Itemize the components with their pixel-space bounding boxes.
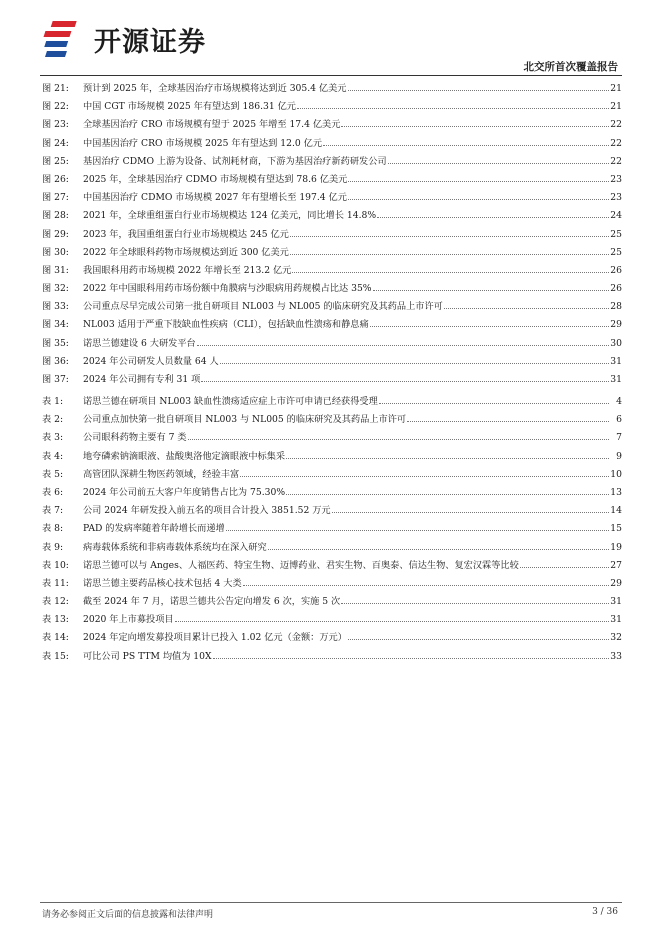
toc-entry-label: 图 29: [42,228,69,240]
toc-entry-page: 13 [610,486,622,498]
toc-entry-page: 23 [610,173,622,185]
toc-entry-label: 图 34: [42,319,69,331]
toc-entry-title: 2022 年全球眼科药物市场规模达到近 300 亿美元 [83,246,289,258]
toc-entry-page: 4 [616,396,622,407]
dot-leader [175,621,609,622]
company-logo [40,16,206,62]
footer-divider [40,902,622,903]
table-toc-entry[interactable] [42,393,622,411]
figure-toc-entry[interactable] [42,189,622,207]
toc-entry-title: 高管团队深耕生物医药领域，经验丰富 [83,468,240,480]
report-title: 北交所首次覆盖报告 [523,61,618,73]
toc-entry-title: 基因治疗 CDMO 上游为设备、试剂耗材商，下游为基因治疗新药研发公司 [83,155,387,167]
toc-entry-title: 地夸磷索钠滴眼液、盐酸奥洛他定滴眼液中标集采 [83,450,286,462]
toc-entry-label: 表 1: [42,396,64,407]
table-toc-entry[interactable] [42,539,622,557]
dot-leader [286,458,609,459]
dot-leader [201,381,609,382]
toc-entry-page: 27 [610,559,622,571]
toc-entry-label: 图 25: [42,155,69,167]
toc-entry-label: 表 4: [42,450,64,462]
toc-entry-label: 表 2: [42,414,64,426]
toc-entry-label: 图 37: [42,374,69,385]
logo-text: 开源证券 [94,26,206,58]
toc-entry-title: 截至 2024 年 7 月，诺思兰德共公告定向增发 6 次，实施 5 次 [83,596,341,608]
table-toc-entry[interactable] [42,502,622,520]
toc-entry-label: 表 7: [42,505,64,517]
toc-entry-page: 32 [610,632,622,644]
toc-entry-page: 25 [610,228,622,240]
toc-entry-label: 图 31: [42,264,69,276]
figure-list [42,80,622,389]
toc-entry-page: 24 [610,210,622,222]
toc-entry-label: 表 3: [42,432,64,444]
toc-entry-page: 22 [610,119,622,131]
table-toc-entry[interactable] [42,593,622,611]
toc-entry-page: 31 [610,374,622,385]
toc-entry-page: 23 [610,192,622,204]
table-toc-entry[interactable] [42,520,622,538]
toc-entry-page: 26 [610,264,622,276]
toc-entry-title: 2021 年，全球重组蛋白行业市场规模达 124 亿美元，同比增长 14.8% [83,210,377,222]
dot-leader [240,476,609,477]
toc-entry-page: 19 [610,541,622,553]
dot-leader [332,512,609,513]
toc-entry-title: 全球基因治疗 CRO 市场规模有望于 2025 年增至 17.4 亿美元 [83,119,341,131]
toc-entry-page: 22 [610,155,622,167]
dot-leader [341,126,609,127]
toc-entry-label: 表 8: [42,523,64,535]
toc-entry-label: 图 27: [42,192,69,204]
toc-entry-page: 29 [610,319,622,331]
toc-entry-title: 公司重点加快第一批自研项目 NL003 与 NL005 的临床研究及其药品上市许可 [83,414,407,426]
toc-entry-page: 31 [610,596,622,608]
toc-entry-title: 诺思兰德主要药品核心技术包括 4 大类 [83,577,242,589]
toc-entry-label: 表 13: [42,614,69,626]
dot-leader [370,326,609,327]
figure-toc-entry[interactable] [42,135,622,153]
dot-leader [268,549,609,550]
toc-entry-label: 图 36: [42,355,69,367]
dot-leader [348,90,610,91]
figure-toc-entry[interactable] [42,244,622,262]
toc-entry-title: 病毒载体系统和非病毒载体系统均在深入研究 [83,541,267,553]
dot-leader [292,272,609,273]
toc-entry-title: 我国眼科用药市场规模 2022 年增长至 213.2 亿元 [83,264,292,276]
table-toc-entry[interactable] [42,411,622,429]
toc-entry-title: 2024 年公司研发人员数量 64 人 [83,355,219,367]
toc-entry-title: 诺思兰德在研项目 NL003 缺血性溃疡适应症上市许可申请已经获得受理 [83,396,378,407]
footer-disclaimer: 请务必参阅正文后面的信息披露和法律声明 [42,910,214,920]
toc-entry-page: 33 [610,650,622,662]
page-number: 3 / 36 [592,907,618,917]
figure-toc-entry[interactable] [42,116,622,134]
table-toc-entry[interactable] [42,429,622,447]
toc-entry-label: 图 21: [42,83,69,94]
table-toc-entry[interactable] [42,484,622,502]
table-toc-entry[interactable] [42,557,622,575]
figure-toc-entry[interactable] [42,280,622,298]
table-list [42,393,622,666]
table-toc-entry[interactable] [42,575,622,593]
figure-toc-entry[interactable] [42,207,622,225]
dot-leader [297,108,609,109]
toc-entry-label: 图 24: [42,137,69,149]
dot-leader [444,308,609,309]
figure-toc-entry[interactable] [42,80,622,98]
toc-entry-label: 表 12: [42,596,69,608]
dot-leader [243,585,609,586]
toc-entry-label: 表 11: [42,577,69,589]
toc-entry-page: 28 [610,301,622,313]
toc-entry-title: 中国基因治疗 CRO 市场规模 2025 年有望达到 12.0 亿元 [83,137,323,149]
dot-leader [379,403,609,404]
toc-entry-title: 公司眼科药物主要有 7 类 [83,432,187,444]
toc-entry-page: 7 [616,432,622,444]
toc-entry-title: 2024 年公司拥有专利 31 项 [83,374,201,385]
toc-entry-page: 21 [610,83,622,94]
dot-leader [323,145,609,146]
toc-entry-label: 表 14: [42,632,69,644]
toc-entry-label: 图 28: [42,210,69,222]
dot-leader [373,290,609,291]
toc-entry-page: 26 [610,283,622,295]
toc-entry-title: 中国基因治疗 CDMO 市场规模 2027 年有望增长至 197.4 亿元 [83,192,347,204]
toc-entry-title: 2025 年，全球基因治疗 CDMO 市场规模有望达到 78.6 亿美元 [83,173,348,185]
figure-toc-entry[interactable] [42,316,622,334]
toc-entry-title: 2023 年，我国重组蛋白行业市场规模达 245 亿元 [83,228,289,240]
toc-entry-page: 10 [610,468,622,480]
toc-entry-page: 30 [610,337,622,349]
toc-entry-label: 图 26: [42,173,69,185]
toc-entry-page: 9 [616,450,622,462]
toc-entry-label: 表 9: [42,541,64,553]
dot-leader [226,530,609,531]
toc-entry-page: 21 [610,101,622,113]
toc-entry-title: 公司 2024 年研发投入前五名的项目合计投入 3851.52 万元 [83,505,331,517]
dot-leader [348,181,609,182]
dot-leader [290,236,609,237]
dot-leader [388,163,609,164]
dot-leader [348,639,609,640]
toc-entry-page: 29 [610,577,622,589]
dot-leader [377,217,609,218]
toc-entry-title: 中国 CGT 市场规模 2025 年有望达到 186.31 亿元 [83,101,296,113]
toc-entry-label: 表 15: [42,650,69,662]
dot-leader [348,199,609,200]
toc-entry-page: 22 [610,137,622,149]
dot-leader [341,603,609,604]
toc-entry-page: 6 [616,414,622,426]
toc-entry-title: NL003 适用于严重下肢缺血性疾病（CLI），包括缺血性溃疡和静息痛 [83,319,369,331]
toc-entry-label: 图 32: [42,283,69,295]
dot-leader [197,345,609,346]
toc-entry-title: PAD 的发病率随着年龄增长而递增 [83,523,225,535]
table-toc-entry[interactable] [42,629,622,647]
toc-entry-title: 可比公司 PS TTM 均值为 10X [83,650,212,662]
toc-entry-label: 图 23: [42,119,69,131]
figure-toc-entry[interactable] [42,335,622,353]
table-toc-entry[interactable] [42,466,622,484]
figure-toc-entry[interactable] [42,226,622,244]
toc-entry-label: 表 5: [42,468,64,480]
figure-toc-entry[interactable] [42,171,622,189]
toc-entry-title: 2024 年公司前五大客户年度销售占比为 75.30% [83,486,286,498]
toc-entry-label: 图 33: [42,301,69,313]
table-toc-entry[interactable] [42,611,622,629]
figure-toc-entry[interactable] [42,353,622,371]
figure-toc-entry[interactable] [42,262,622,280]
dot-leader [290,254,609,255]
toc-entry-label: 图 35: [42,337,69,349]
toc-entry-page: 31 [610,614,622,626]
logo-mark-icon [40,17,86,61]
toc-entry-title: 2022 年中国眼科用药市场份额中角膜病与沙眼病用药规模占比达 35% [83,283,372,295]
toc-entry-title: 诺思兰德可以与 Anges、人福医药、特宝生物、迈博药业、君实生物、百奥泰、信达生物、复宏汉霖等比较 [83,559,519,571]
figure-toc-entry[interactable] [42,298,622,316]
table-toc-entry[interactable] [42,648,622,666]
toc-entry-label: 图 22: [42,101,69,113]
toc-entry-title: 预计到 2025 年，全球基因治疗市场规模将达到近 305.4 亿美元 [83,83,347,94]
toc-entry-title: 公司重点尽早完成公司第一批自研项目 NL003 与 NL005 的临床研究及其药品上市许可 [83,301,443,313]
figure-toc-entry[interactable] [42,153,622,171]
figure-toc-entry[interactable] [42,98,622,116]
toc-entry-title: 2020 年上市募投项目 [83,614,174,626]
toc-entry-label: 图 30: [42,246,69,258]
toc-entry-title: 2024 年定向增发募投项目累计已投入 1.02 亿元（金额：万元） [83,632,347,644]
header-divider [40,75,622,76]
dot-leader [220,363,609,364]
toc-entry-label: 表 6: [42,486,64,498]
dot-leader [520,567,609,568]
toc-entry-page: 15 [610,523,622,535]
toc-entry-page: 14 [610,505,622,517]
dot-leader [407,421,609,422]
toc-entry-label: 表 10: [42,559,69,571]
toc-entry-page: 25 [610,246,622,258]
figure-toc-entry[interactable] [42,371,622,389]
dot-leader [286,494,609,495]
table-toc-entry[interactable] [42,448,622,466]
dot-leader [213,658,609,659]
toc-entry-page: 31 [610,355,622,367]
dot-leader [188,439,609,440]
toc-entry-title: 诺思兰德建设 6 大研发平台 [83,337,196,349]
